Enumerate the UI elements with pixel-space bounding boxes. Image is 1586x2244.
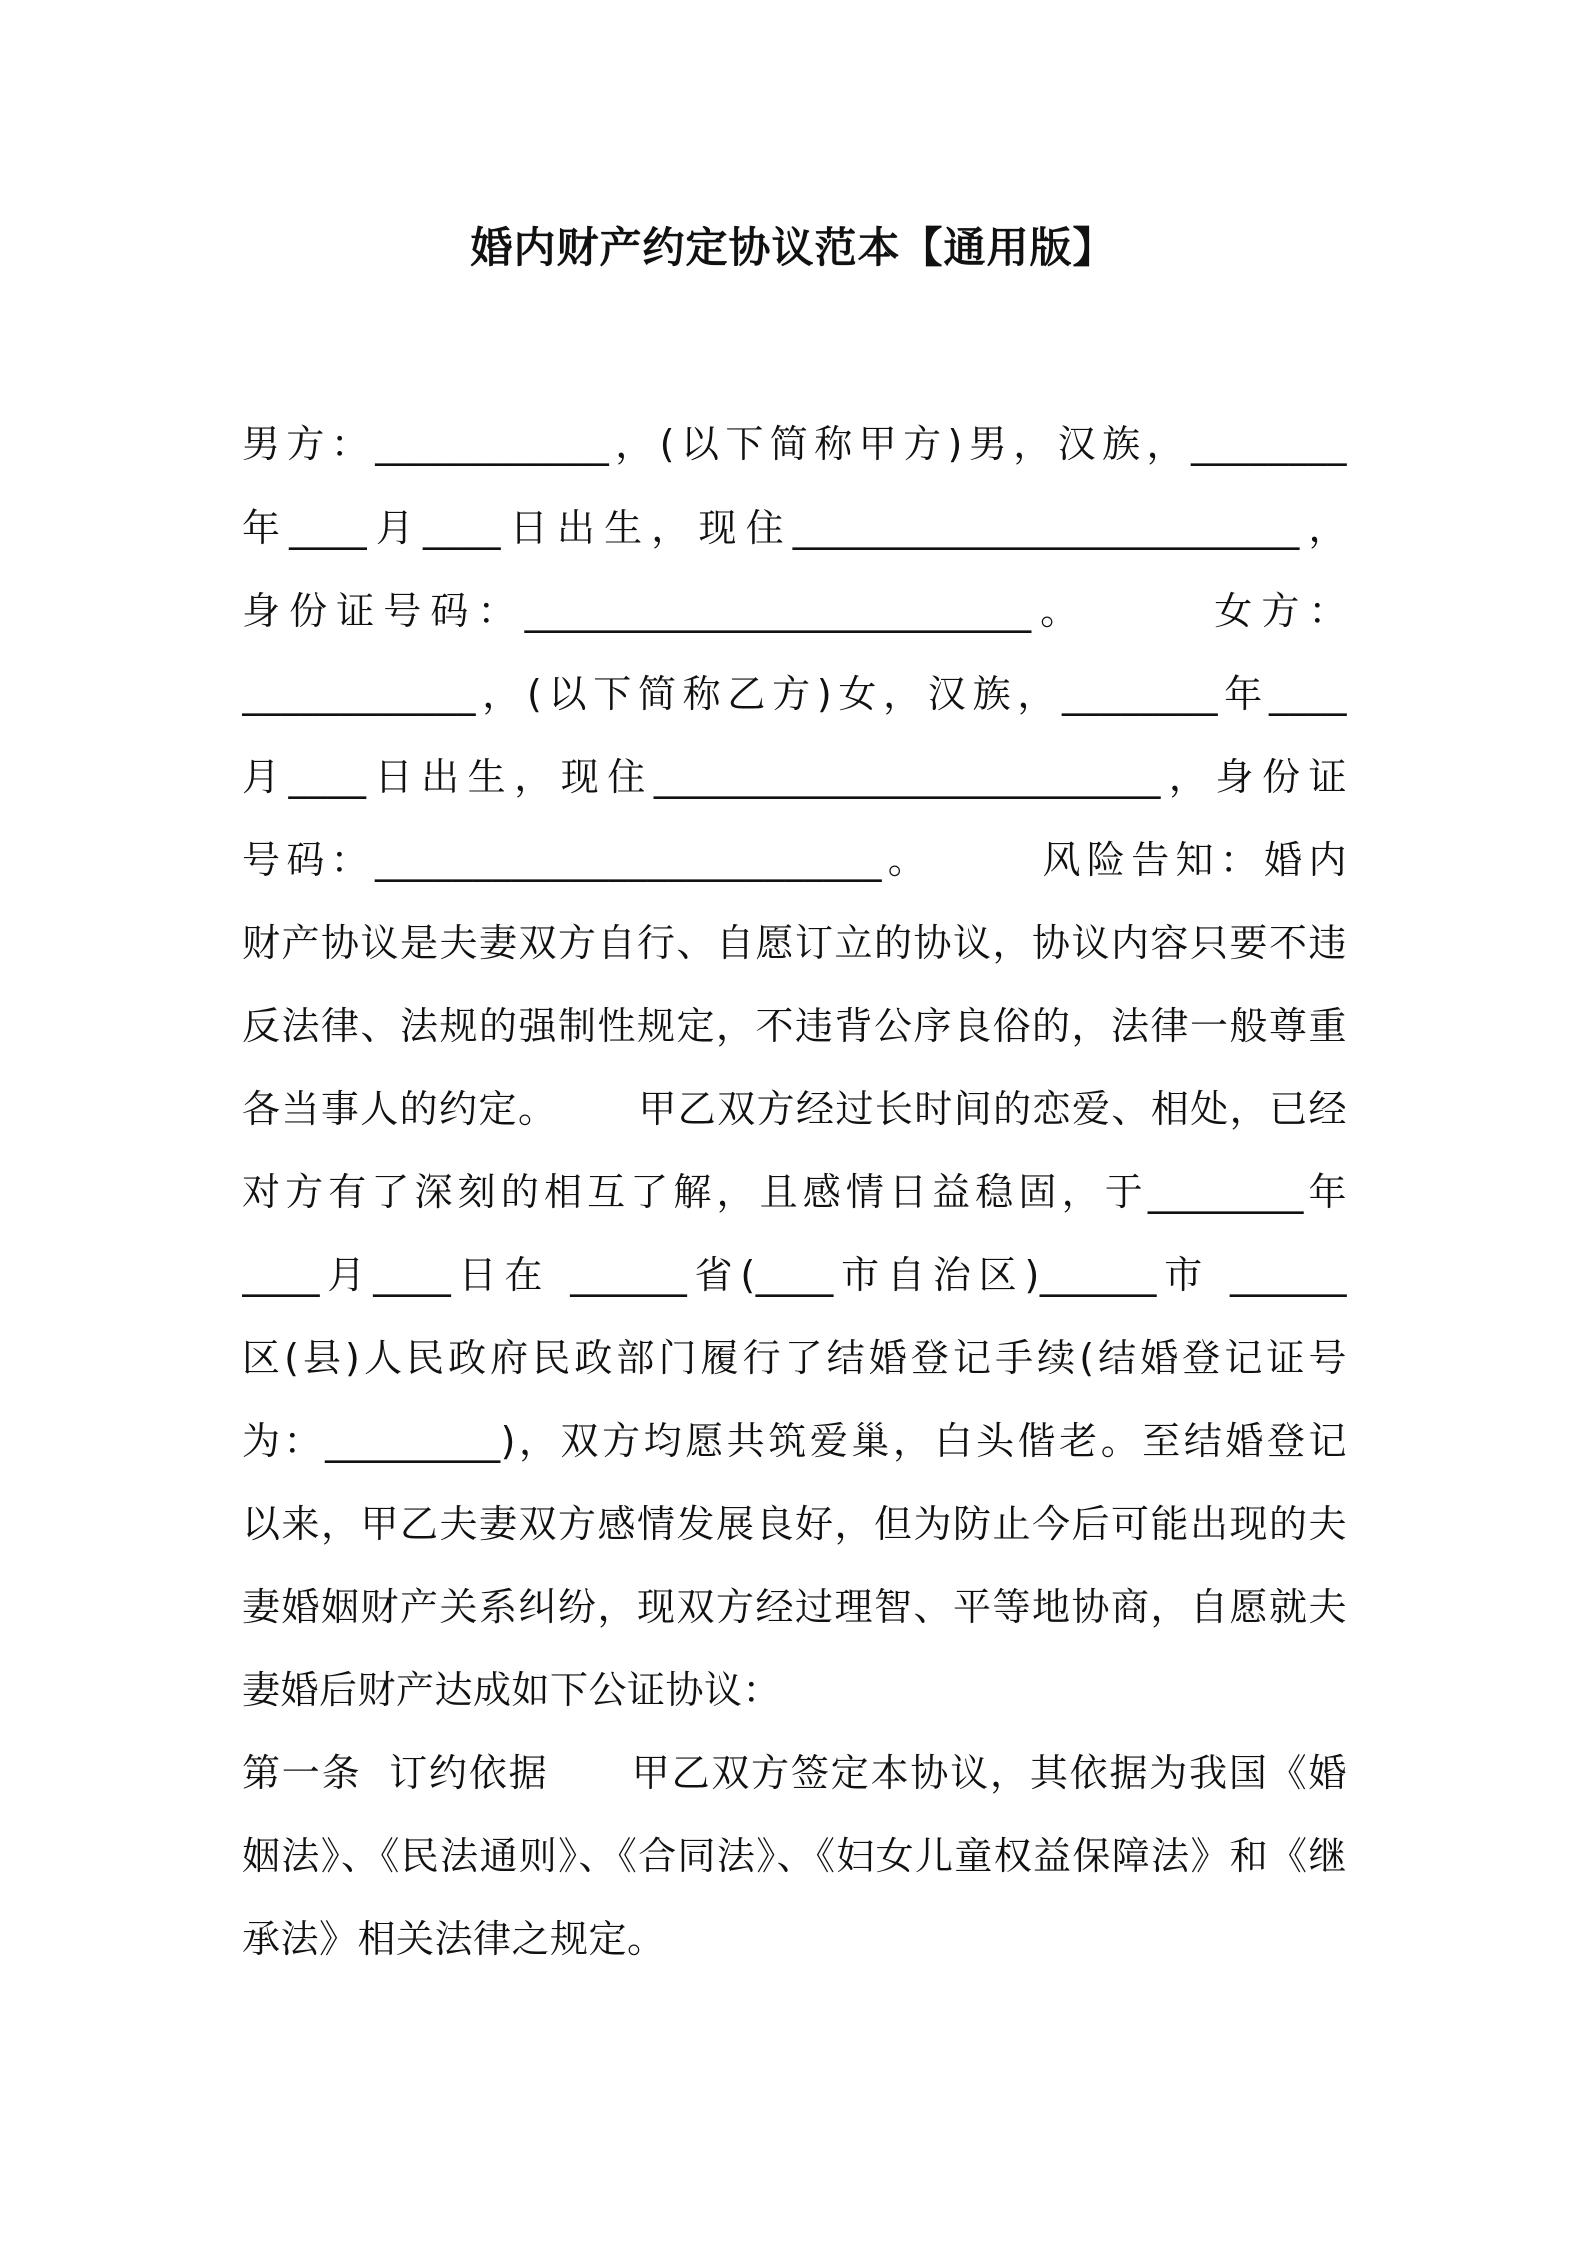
- text-line: 妻婚后财产达成如下公证协议：: [242, 1668, 782, 1712]
- text-line: 身份证号码：__________________________。 女方：: [242, 589, 1347, 633]
- document-title: 婚内财产约定协议范本【通用版】: [470, 223, 1116, 272]
- text-line: ____________，(以下简称乙方)女，汉族，________年____: [242, 672, 1347, 716]
- text-line: 为：_________)，双方均愿共筑爱巢，白头偕老。至结婚登记: [242, 1419, 1347, 1463]
- text-line: 男方：____________，(以下简称甲方)男，汉族，________: [242, 422, 1347, 466]
- text-line: 第一条 订约依据 甲乙双方签定本协议，其依据为我国《婚: [242, 1751, 1347, 1795]
- text-line: 区(县)人民政府民政部门履行了结婚登记手续(结婚登记证号: [242, 1336, 1347, 1380]
- text-line: ____月____日在 ______省(____市自治区)______市 ______: [242, 1253, 1347, 1297]
- text-line: 年____月____日出生，现住__________________________，: [242, 506, 1347, 550]
- text-line: 月____日出生，现住__________________________，身份证: [242, 755, 1347, 799]
- text-line: 各当事人的约定。 甲乙双方经过长时间的恋爱、相处，已经: [242, 1087, 1347, 1131]
- text-line: 以来，甲乙夫妻双方感情发展良好，但为防止今后可能出现的夫: [242, 1502, 1347, 1546]
- text-line: 对方有了深刻的相互了解，且感情日益稳固，于________年: [242, 1170, 1347, 1214]
- text-line: 妻婚姻财产关系纠纷，现双方经过理智、平等地协商，自愿就夫: [242, 1585, 1347, 1629]
- text-line: 承法》相关法律之规定。: [242, 1917, 666, 1961]
- text-line: 财产协议是夫妻双方自行、自愿订立的协议，协议内容只要不违: [242, 921, 1347, 965]
- text-line: 号码：__________________________。 风险告知：婚内: [242, 838, 1347, 882]
- text-line: 姻法》、《民法通则》、《合同法》、《妇女儿童权益保障法》和《继: [242, 1834, 1347, 1878]
- text-line: 反法律、法规的强制性规定，不违背公序良俗的，法律一般尊重: [242, 1004, 1347, 1048]
